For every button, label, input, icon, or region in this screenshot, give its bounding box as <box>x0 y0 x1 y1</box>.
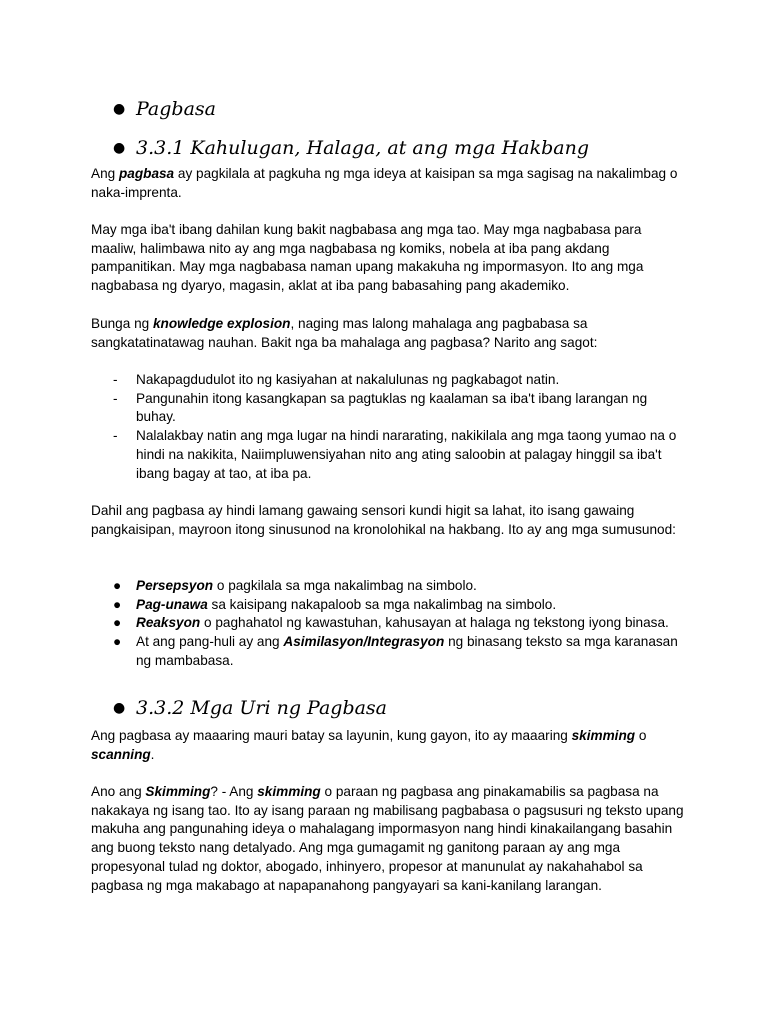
list-item <box>91 427 686 483</box>
text-run: Ang pagbasa ay maaaring mauri batay sa layunin, kung gayon, ito ay maaaring <box>91 728 572 743</box>
paragraph-reasons: May mga iba't ibang dahilan kung bakit nagbabasa ang mga tao. May mga nagbabasa para maaliw, halimbawa nito ay ang mga nagbabasa ng komiks, nobela at iba pang akdang pampanitikan. May mga nagbabasa naman upang makakuha ng impormasyon. Ito ang mga nagbabasa ng dyaryo, magasin, aklat at iba pang babasahing pang akademiko. <box>91 222 644 294</box>
emphasis-term: skimming <box>257 784 321 799</box>
step-term: Persepsyon <box>136 578 214 593</box>
step-text: At ang pang-huli ay ang <box>136 634 284 650</box>
emphasis-term: knowledge explosion <box>152 316 291 331</box>
step-term: Asimilasyon/Integrasyon <box>283 634 445 650</box>
list-item <box>91 633 686 670</box>
text-run: ? - Ang <box>210 784 258 799</box>
bullet-icon: ● <box>113 596 122 612</box>
emphasis-term: pagbasa <box>118 166 175 181</box>
dash-marker: - <box>113 372 118 387</box>
text-run: Ano ang <box>91 784 146 799</box>
text-run: , naging mas lalong mahalaga ang pagbabasa sa sangkatatinatawag nauhan. Bakit nga ba mahalaga ang pagbasa? Narito ang sagot: <box>91 316 598 350</box>
text-run: o paraan ng pagbasa ang pinakamabilis sa pagbasa na nakakaya ng isang tao. Ito ay isang paraan ng mabilisang pagbabasa o pagsusuri ng teksto upang makuha ang pangunahing ideya o mahalagang impormasyon nang hindi kinakailangang basahin ang buong teksto nang detalyado. Ang mga gumagamit ng ganitong paraan ay ang mga propesyonal tulad ng doktor, abogado, inhinyero, propesor at manunulat ay nakahahabol sa pagbasa ng mga makabago at napapanahong pangyayari sa kani-kanilang larangan. <box>91 784 684 893</box>
paragraph-importance <box>91 315 686 352</box>
heading-text: Pagbasa <box>136 98 216 120</box>
list-item <box>91 614 686 633</box>
step-term: Pag-unawa <box>136 596 208 612</box>
heading-text: 3.3.2 Mga Uri ng Pagbasa <box>136 697 388 719</box>
emphasis-term: skimming <box>571 728 636 743</box>
bullet-icon: ● <box>113 140 126 156</box>
paragraph-definition <box>91 165 686 202</box>
dash-marker: - <box>113 390 118 406</box>
emphasis-term: scanning <box>91 746 151 762</box>
list-item <box>91 390 686 427</box>
step-text: o paghahatol ng kawastuhan, kahusayan at halaga ng tekstong iyong binasa. <box>200 615 669 631</box>
list-item <box>91 596 686 615</box>
list-item-text: Nakapagdudulot ito ng kasiyahan at nakalulunas ng pagkabagot natin. <box>136 372 560 387</box>
step-text: o pagkilala sa mga nakalimbag na simbolo. <box>213 578 477 593</box>
bullet-icon: ● <box>113 615 122 631</box>
steps-list <box>91 577 686 671</box>
text-run: Bunga ng <box>91 316 153 331</box>
heading-text: 3.3.1 Kahulugan, Halaga, at ang mga Hakbang <box>136 137 589 159</box>
dash-list <box>91 371 686 483</box>
bullet-icon: ● <box>113 578 122 593</box>
emphasis-term: Skimming <box>145 784 211 799</box>
paragraph-types <box>91 727 686 764</box>
paragraph-skimming <box>91 783 686 895</box>
list-item <box>91 371 686 390</box>
text-run: ay pagkilala at pagkuha ng mga ideya at kaisipan sa mga sagisag na nakalimbag o naka-imprenta. <box>91 166 678 200</box>
list-item-text: Nalalakbay natin ang mga lugar na hindi nararating, nakikilala ang mga taong yumao na o hindi na nakikita, Naiimpluwensiyahan nito ang ating saloobin at palagay hinggil sa iba't ibang bagay at tao, at iba pa. <box>136 428 677 481</box>
text-run: o <box>635 728 647 743</box>
step-text: ng binasang teksto sa mga karanasan ng mambabasa. <box>136 634 678 668</box>
list-item <box>91 577 686 596</box>
text-run: Ang <box>91 166 119 181</box>
dash-marker: - <box>113 428 118 444</box>
list-item-text: Pangunahin itong kasangkapan sa pagtuklas ng kaalaman sa iba't ibang larangan ng buhay. <box>136 390 648 425</box>
paragraph-steps-intro: Dahil ang pagbasa ay hindi lamang gawaing sensori kundi higit sa lahat, ito isang gawaing pangkaisipan, mayroon itong sinusunod na kronolohikal na hakbang. Ito ay ang mga sumusunod: <box>91 503 676 537</box>
bullet-icon: ● <box>113 101 126 117</box>
bullet-icon: ● <box>113 700 126 716</box>
step-text: sa kaisipang nakapaloob sa mga nakalimbag na simbolo. <box>207 596 557 612</box>
bullet-icon: ● <box>113 634 122 650</box>
step-term: Reaksyon <box>136 615 201 631</box>
text-run: . <box>150 746 155 762</box>
